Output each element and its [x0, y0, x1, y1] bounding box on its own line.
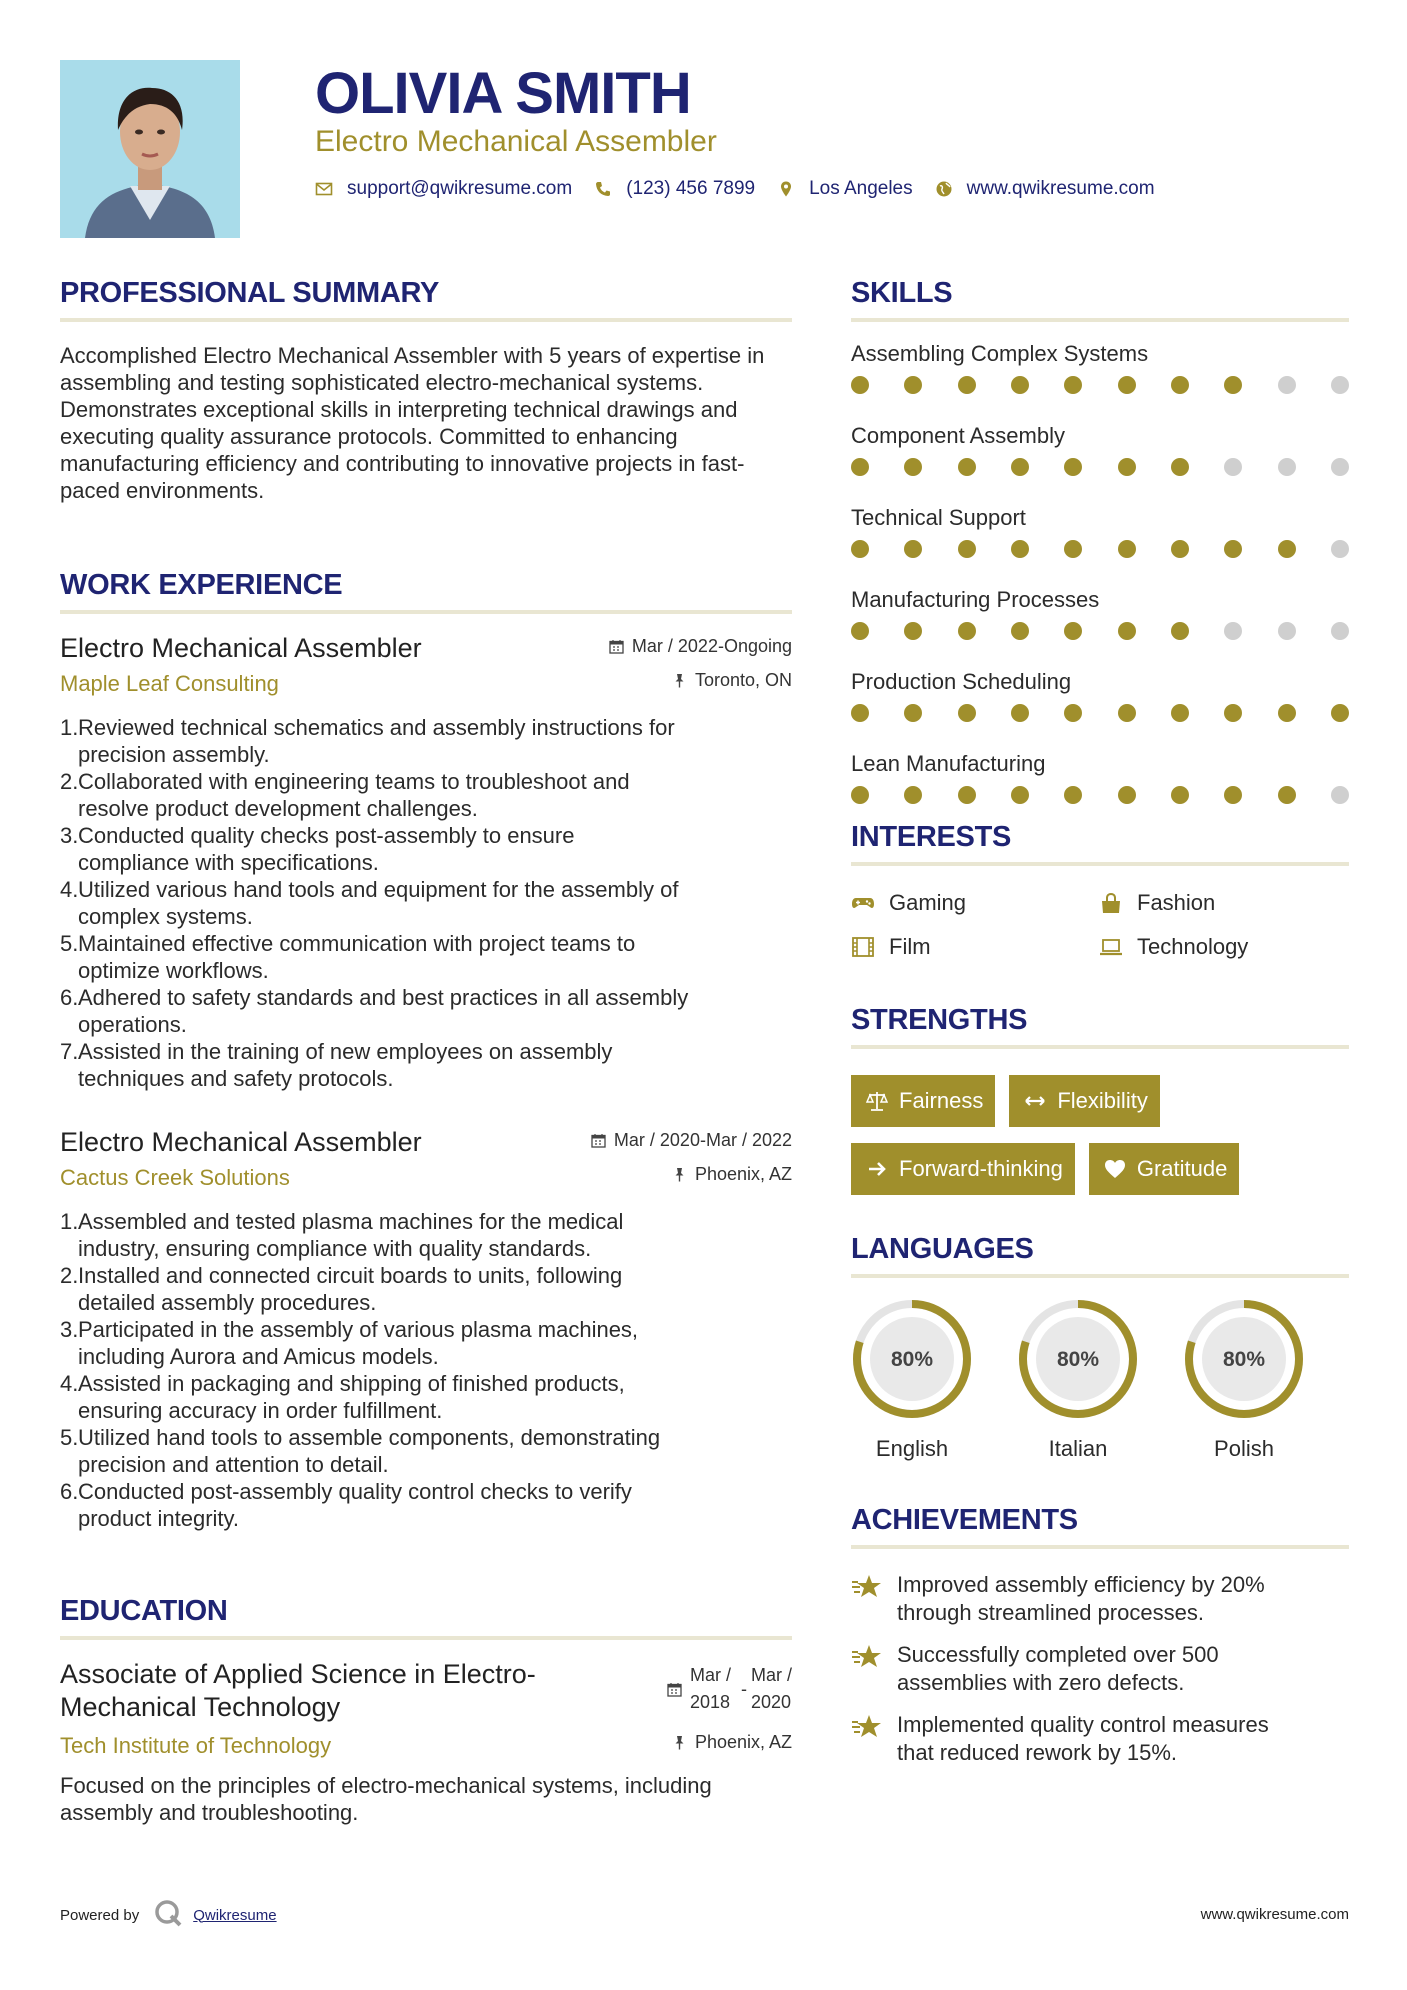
degree-line: Mechanical Technology: [60, 1692, 341, 1722]
rating-dot-empty: [1331, 786, 1349, 804]
duty-item: [60, 822, 792, 876]
experience-divider: [60, 610, 792, 614]
envelope-icon: [315, 180, 333, 198]
rating-dot-filled: [904, 622, 922, 640]
job-location: [609, 670, 792, 691]
duty-number: 5.: [60, 931, 79, 956]
rating-dot-filled: [1331, 704, 1349, 722]
strengths-divider: [851, 1045, 1349, 1049]
rating-dot-filled: [851, 622, 869, 640]
education-location-text: Phoenix, AZ: [694, 1732, 792, 1752]
rating-dot-filled: [1064, 786, 1082, 804]
skill-row: [851, 750, 1349, 804]
interest-item-fashion: [1099, 890, 1349, 916]
skills-divider: [851, 318, 1349, 322]
rating-dot-filled: [1064, 622, 1082, 640]
summary-divider: [60, 318, 792, 322]
rating-dot-filled: [1011, 376, 1029, 394]
skill-row: [851, 422, 1349, 476]
interest-label: Fashion: [1137, 890, 1216, 915]
job-location: [591, 1164, 792, 1185]
duty-line: industry, ensuring compliance with quality standards.: [78, 1236, 592, 1261]
duty-number: 1.: [60, 1209, 79, 1234]
achievement-line: Successfully completed over 500: [897, 1642, 1219, 1667]
duty-line: Adhered to safety standards and best practices in all assembly: [78, 985, 689, 1010]
achievement-item: [851, 1571, 1349, 1627]
duties-list: [60, 714, 792, 1092]
job-dates-text: Mar / 2020-Mar / 2022: [613, 1130, 792, 1150]
contact-website[interactable]: [935, 178, 1155, 200]
rating-dot-filled: [851, 458, 869, 476]
languages-divider: [851, 1274, 1349, 1278]
job-location-text: Toronto, ON: [694, 670, 792, 690]
rating-dot-filled: [1224, 376, 1242, 394]
interest-label: Film: [889, 934, 931, 959]
duty-number: 6.: [60, 985, 79, 1010]
rating-dot-filled: [851, 786, 869, 804]
skills-heading: SKILLS: [851, 277, 953, 309]
rating-dot-filled: [1064, 540, 1082, 558]
rating-dot-filled: [1171, 704, 1189, 722]
skill-name: Production Scheduling: [851, 669, 1072, 694]
rating-dot-filled: [1118, 704, 1136, 722]
candidate-title: Electro Mechanical Assembler: [315, 125, 717, 158]
skill-name: Lean Manufacturing: [851, 751, 1046, 776]
job-dates: [609, 636, 792, 657]
rating-dot-filled: [1224, 704, 1242, 722]
strength-tag-gratitude: [1089, 1143, 1240, 1195]
education-end-month: Mar /: [750, 1665, 792, 1685]
degree-line: Associate of Applied Science in Electro-: [60, 1659, 536, 1689]
duty-item: [60, 1424, 792, 1478]
strength-label: Flexibility: [1057, 1088, 1148, 1113]
rating-dot-filled: [1171, 786, 1189, 804]
language-percent: 80%: [1222, 1348, 1266, 1371]
portrait-illustration: [60, 60, 240, 238]
duty-item: [60, 930, 792, 984]
skill-rating: [851, 786, 1349, 804]
duty-item: [60, 714, 792, 768]
rating-dot-filled: [1064, 704, 1082, 722]
duty-line: Conducted post-assembly quality control checks to verify: [78, 1479, 632, 1504]
rating-dot-filled: [1171, 458, 1189, 476]
rating-dot-filled: [1278, 704, 1296, 722]
language-name: Italian: [1048, 1436, 1108, 1461]
rating-dot-empty: [1224, 458, 1242, 476]
job-company: Maple Leaf Consulting: [60, 671, 279, 696]
duty-number: 2.: [60, 1263, 79, 1288]
languages-section: [851, 1232, 1349, 1462]
skill-name: Manufacturing Processes: [851, 587, 1100, 612]
education-dates: [667, 1662, 792, 1716]
rating-dot-filled: [1011, 458, 1029, 476]
contact-location-text: Los Angeles: [809, 178, 913, 199]
skill-rating: [851, 540, 1349, 558]
skill-rating: [851, 704, 1349, 722]
duty-line: operations.: [78, 1012, 187, 1037]
skill-rating: [851, 376, 1349, 394]
language-percent: 80%: [1056, 1348, 1100, 1371]
strength-tag-forward-thinking: [851, 1143, 1075, 1195]
job-company: Cactus Creek Solutions: [60, 1165, 290, 1190]
map-pin-icon: [777, 180, 795, 198]
arrows-horizontal-icon: [1023, 1089, 1047, 1113]
education-entry: [60, 1658, 792, 1826]
rating-dot-filled: [904, 458, 922, 476]
rating-dot-empty: [1331, 540, 1349, 558]
achievement-line: through streamlined processes.: [897, 1600, 1204, 1625]
rating-dot-filled: [1224, 786, 1242, 804]
summary-text: Accomplished Electro Mechanical Assembler with 5 years of expertise in assembling and testing sophisticated electro-mechanical systems. Demonstrates exceptional skills in interpreting technical drawings and executing quality assurance protocols. Committed to enhancing manufacturing efficiency and contributing to innovative projects in fast-paced environments.: [60, 343, 765, 503]
interests-divider: [851, 862, 1349, 866]
rating-dot-filled: [958, 540, 976, 558]
achievement-text: [897, 1711, 1269, 1767]
interest-item-technology: [1099, 934, 1349, 960]
contact-location: [777, 178, 913, 200]
phone-icon: [594, 180, 612, 198]
rating-dot-filled: [1224, 540, 1242, 558]
rating-dot-filled: [904, 540, 922, 558]
rating-dot-filled: [1011, 704, 1029, 722]
rating-dot-filled: [1171, 622, 1189, 640]
achievements-section: [851, 1503, 1349, 1767]
balance-scale-icon: [865, 1089, 889, 1113]
strength-tag-fairness: [851, 1075, 995, 1127]
duty-line: resolve product development challenges.: [78, 796, 478, 821]
duty-line: Participated in the assembly of various plasma machines,: [78, 1317, 639, 1342]
contact-phone[interactable]: [594, 178, 755, 200]
rating-dot-filled: [1171, 376, 1189, 394]
rating-dot-filled: [904, 786, 922, 804]
job-dates: [591, 1130, 792, 1151]
duty-item: [60, 1262, 792, 1316]
rating-dot-filled: [1011, 622, 1029, 640]
rating-dot-filled: [1064, 458, 1082, 476]
education-description: Focused on the principles of electro-mechanical systems, including assembly and troubleshooting.: [60, 1773, 712, 1825]
rating-dot-empty: [1224, 622, 1242, 640]
duty-line: ensuring accuracy in order fulfillment.: [78, 1398, 443, 1423]
gamepad-icon: [851, 892, 877, 914]
summary-section: [60, 276, 792, 504]
achievement-text: [897, 1641, 1219, 1697]
achievement-line: that reduced rework by 15%.: [897, 1740, 1178, 1765]
rating-dot-empty: [1331, 622, 1349, 640]
rating-dot-filled: [1278, 786, 1296, 804]
interest-label: Gaming: [889, 890, 967, 915]
education-divider: [60, 1636, 792, 1640]
achievement-line: assemblies with zero defects.: [897, 1670, 1185, 1695]
strengths-section: [851, 1003, 1349, 1211]
education-end-year: 2020: [750, 1692, 792, 1712]
summary-heading: PROFESSIONAL SUMMARY: [60, 277, 440, 309]
rating-dot-filled: [1118, 622, 1136, 640]
rating-dot-filled: [1118, 376, 1136, 394]
skills-list: [851, 340, 1349, 804]
education-date-separator: -: [740, 1678, 747, 1699]
contact-bar: [315, 178, 1177, 200]
school-name: Tech Institute of Technology: [60, 1733, 332, 1758]
education-start-year: 2018: [689, 1692, 731, 1712]
language-name: Polish: [1214, 1436, 1274, 1461]
shopping-bag-icon: [1099, 892, 1125, 914]
language-name: English: [875, 1436, 949, 1461]
duty-line: Utilized hand tools to assemble components, demonstrating: [78, 1425, 661, 1450]
duty-line: Assembled and tested plasma machines for the medical: [78, 1209, 624, 1234]
calendar-icon: [667, 1682, 682, 1697]
skill-row: [851, 668, 1349, 722]
star-icon: [851, 1643, 885, 1697]
rating-dot-filled: [1171, 540, 1189, 558]
duty-line: including Aurora and Amicus models.: [78, 1344, 439, 1369]
job-location-text: Phoenix, AZ: [694, 1164, 792, 1184]
duty-line: detailed assembly procedures.: [78, 1290, 377, 1315]
duty-number: 5.: [60, 1425, 79, 1450]
rating-dot-filled: [904, 376, 922, 394]
duty-item: [60, 1316, 792, 1370]
rating-dot-filled: [958, 622, 976, 640]
job-entry-1: [60, 632, 792, 1092]
interest-label: Technology: [1137, 934, 1249, 959]
education-location: [667, 1732, 792, 1753]
rating-dot-filled: [851, 540, 869, 558]
rating-dot-filled: [958, 786, 976, 804]
duty-line: Assisted in the training of new employees on assembly: [78, 1039, 613, 1064]
language-item: [1017, 1298, 1139, 1462]
skill-name: Component Assembly: [851, 423, 1065, 448]
skill-row: [851, 586, 1349, 640]
degree-title: [60, 1658, 536, 1724]
duty-number: 3.: [60, 1317, 79, 1342]
education-start-month: Mar /: [689, 1665, 731, 1685]
achievements-divider: [851, 1545, 1349, 1549]
duty-line: complex systems.: [78, 904, 253, 929]
skill-rating: [851, 458, 1349, 476]
rating-dot-filled: [958, 458, 976, 476]
duty-item: [60, 1038, 792, 1092]
language-item: [1183, 1298, 1305, 1462]
education-start: [690, 1662, 731, 1716]
languages-heading: LANGUAGES: [851, 1233, 1034, 1265]
duty-line: product integrity.: [78, 1506, 240, 1531]
strengths-list: [851, 1075, 1349, 1211]
calendar-icon: [591, 1133, 606, 1148]
rating-dot-filled: [1118, 540, 1136, 558]
education-end: [751, 1662, 792, 1716]
achievement-item: [851, 1711, 1349, 1767]
skills-section: [851, 276, 1349, 804]
language-progress-ring: [1017, 1298, 1139, 1420]
pushpin-icon: [672, 673, 687, 688]
duty-line: Assisted in packaging and shipping of finished products,: [78, 1371, 625, 1396]
arrow-right-icon: [865, 1157, 889, 1181]
star-icon: [851, 1713, 885, 1767]
rating-dot-filled: [851, 376, 869, 394]
languages-list: [851, 1298, 1349, 1462]
laptop-icon: [1099, 936, 1125, 958]
pushpin-icon: [672, 1735, 687, 1750]
skill-name: Technical Support: [851, 505, 1026, 530]
rating-dot-filled: [1064, 376, 1082, 394]
duty-line: techniques and safety protocols.: [78, 1066, 394, 1091]
powered-by-label: Powered by: [60, 1906, 140, 1924]
duty-number: 2.: [60, 769, 79, 794]
duty-number: 7.: [60, 1039, 79, 1064]
contact-website-text: www.qwikresume.com: [966, 178, 1155, 199]
candidate-name: OLIVIA SMITH: [315, 61, 691, 126]
strengths-heading: STRENGTHS: [851, 1004, 1028, 1036]
duties-list: [60, 1208, 792, 1532]
achievements-heading: ACHIEVEMENTS: [851, 1504, 1078, 1536]
footer-powered-by: [60, 1898, 277, 1932]
duty-number: 4.: [60, 1371, 79, 1396]
language-progress-ring: [1183, 1298, 1305, 1420]
rating-dot-empty: [1278, 622, 1296, 640]
duty-item: [60, 1208, 792, 1262]
job-title: Electro Mechanical Assembler: [60, 633, 422, 663]
education-heading: EDUCATION: [60, 1595, 228, 1627]
rating-dot-filled: [851, 704, 869, 722]
rating-dot-filled: [1011, 540, 1029, 558]
qwikresume-logo-icon: [153, 1898, 183, 1932]
rating-dot-empty: [1331, 376, 1349, 394]
duty-item: [60, 984, 792, 1038]
duty-line: Conducted quality checks post-assembly to ensure: [78, 823, 575, 848]
language-progress-ring: [851, 1298, 973, 1420]
job-entry-2: [60, 1126, 792, 1532]
rating-dot-empty: [1278, 458, 1296, 476]
skill-row: [851, 340, 1349, 394]
job-title: Electro Mechanical Assembler: [60, 1127, 422, 1157]
skill-name: Assembling Complex Systems: [851, 341, 1149, 366]
duty-line: optimize workflows.: [78, 958, 269, 983]
contact-email[interactable]: [315, 178, 572, 200]
film-icon: [851, 936, 877, 958]
skill-rating: [851, 622, 1349, 640]
achievements-list: [851, 1571, 1349, 1767]
duty-line: Installed and connected circuit boards to units, following: [78, 1263, 623, 1288]
contact-email-text: support@qwikresume.com: [347, 178, 573, 199]
rating-dot-empty: [1331, 458, 1349, 476]
pushpin-icon: [672, 1167, 687, 1182]
duty-number: 3.: [60, 823, 79, 848]
language-percent: 80%: [890, 1348, 934, 1371]
contact-phone-text: (123) 456 7899: [626, 178, 756, 199]
duty-line: Reviewed technical schematics and assembly instructions for: [78, 715, 675, 740]
duty-number: 4.: [60, 877, 79, 902]
strength-label: Gratitude: [1136, 1156, 1228, 1181]
strength-tag-flexibility: [1009, 1075, 1159, 1127]
language-item: [851, 1298, 973, 1462]
interests-section: [851, 820, 1349, 960]
duty-number: 1.: [60, 715, 79, 740]
duty-line: Utilized various hand tools and equipment for the assembly of: [78, 877, 679, 902]
interests-list: [851, 890, 1349, 960]
duty-item: [60, 1370, 792, 1424]
profile-photo: [60, 60, 240, 238]
interests-heading: INTERESTS: [851, 821, 1012, 853]
qwikresume-link[interactable]: Qwikresume: [193, 1906, 277, 1924]
rating-dot-filled: [904, 704, 922, 722]
heart-icon: [1103, 1157, 1127, 1181]
strength-label: Fairness: [899, 1088, 984, 1113]
experience-heading: WORK EXPERIENCE: [60, 569, 343, 601]
education-section: [60, 1594, 792, 1640]
duty-item: [60, 1478, 792, 1532]
duty-line: Collaborated with engineering teams to troubleshoot and: [78, 769, 630, 794]
duty-line: precision and attention to detail.: [78, 1452, 389, 1477]
footer-website[interactable]: www.qwikresume.com: [1200, 1906, 1349, 1923]
skill-row: [851, 504, 1349, 558]
rating-dot-filled: [1011, 786, 1029, 804]
interest-item-gaming: [851, 890, 1099, 916]
rating-dot-filled: [1278, 540, 1296, 558]
experience-section: [60, 568, 792, 614]
achievement-line: Implemented quality control measures: [897, 1712, 1269, 1737]
duty-line: compliance with specifications.: [78, 850, 379, 875]
interest-item-film: [851, 934, 1099, 960]
achievement-item: [851, 1641, 1349, 1697]
duty-item: [60, 768, 792, 822]
duty-item: [60, 876, 792, 930]
achievement-text: [897, 1571, 1265, 1627]
achievement-line: Improved assembly efficiency by 20%: [897, 1572, 1265, 1597]
calendar-icon: [609, 639, 624, 654]
duty-line: Maintained effective communication with project teams to: [78, 931, 636, 956]
rating-dot-filled: [1118, 786, 1136, 804]
rating-dot-filled: [958, 376, 976, 394]
globe-icon: [935, 180, 953, 198]
duty-line: precision assembly.: [78, 742, 270, 767]
rating-dot-empty: [1278, 376, 1296, 394]
rating-dot-filled: [958, 704, 976, 722]
strength-label: Forward-thinking: [899, 1156, 1063, 1181]
job-dates-text: Mar / 2022-Ongoing: [631, 636, 792, 656]
star-icon: [851, 1573, 885, 1627]
rating-dot-filled: [1118, 458, 1136, 476]
duty-number: 6.: [60, 1479, 79, 1504]
